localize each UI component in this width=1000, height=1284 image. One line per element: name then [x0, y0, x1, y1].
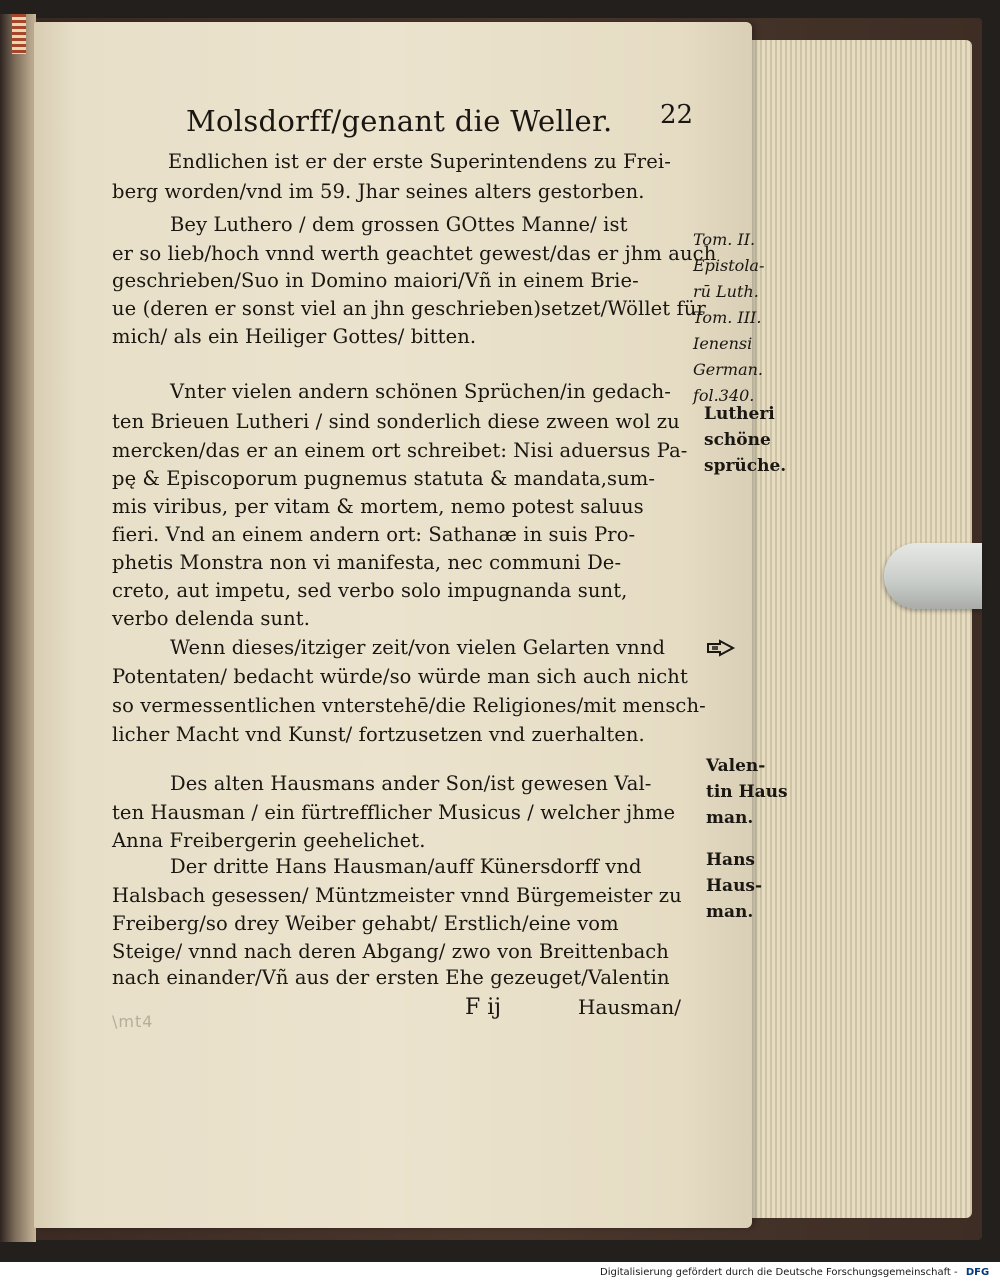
- body-line: licher Macht vnd Kunst/ fortzusetzen vnd zuerhalten.: [112, 723, 645, 746]
- margin-note-valentin: tin Haus: [706, 782, 788, 802]
- body-line: geschrieben/Suo in Domino maiori/Vñ in einem Brie-: [112, 269, 639, 292]
- body-line: Steige/ vnnd nach deren Abgang/ zwo von Breittenbach: [112, 940, 669, 963]
- running-title: Molsdorff/genant die Weller.: [186, 104, 613, 138]
- margin-note-tom: Epistola-: [693, 256, 765, 275]
- footer-credit-text: Digitalisierung gefördert durch die Deutsche Forschungsgemeinschaft -: [600, 1267, 958, 1278]
- margin-note-tom: Ienensi: [693, 334, 753, 353]
- body-line: Potentaten/ bedacht würde/so würde man sich auch nicht: [112, 665, 688, 688]
- margin-note-valentin: Valen-: [706, 756, 766, 776]
- body-line: mis viribus, per vitam & mortem, nemo potest saluus: [112, 495, 644, 518]
- margin-note-tom: fol.340.: [693, 386, 755, 405]
- body-line: ue (deren er sonst viel an jhn geschrieben)setzet/Wöllet für: [112, 297, 706, 320]
- body-line: phetis Monstra non vi manifesta, nec communi De-: [112, 551, 622, 574]
- body-line: ten Brieuen Lutheri / sind sonderlich diese zween wol zu: [112, 410, 680, 433]
- margin-note-hans: man.: [706, 902, 754, 922]
- bleed-through-text: \mt4: [112, 1012, 154, 1031]
- body-line: so vermessentlichen vnterstehē/die Religiones/mit mensch-: [112, 694, 706, 717]
- margin-note-hans: Hans: [706, 850, 756, 870]
- body-line: verbo delenda sunt.: [112, 607, 311, 630]
- margin-note-tom: Tom. II.: [693, 230, 756, 249]
- margin-note-lutheri: Lutheri: [704, 404, 775, 424]
- body-line: er so lieb/hoch vnnd werth geachtet gewest/das er jhm auch: [112, 242, 717, 265]
- margin-note-tom: Tom. III.: [693, 308, 762, 327]
- page-number: 22: [660, 100, 694, 130]
- body-line: Wenn dieses/itziger zeit/von vielen Gelarten vnnd: [170, 636, 666, 659]
- dfg-logo: DFG: [965, 1267, 990, 1278]
- margin-note-lutheri: schöne: [704, 430, 771, 450]
- margin-note-lutheri: sprüche.: [704, 456, 787, 476]
- book-spine: [0, 14, 36, 1242]
- margin-note-hans: Haus-: [706, 876, 763, 896]
- margin-note-valentin: man.: [706, 808, 754, 828]
- body-line: Anna Freibergerin geehelichet.: [112, 829, 426, 852]
- body-line: Der dritte Hans Hausman/auff Künersdorff vnd: [170, 855, 642, 878]
- body-line: Halsbach gesessen/ Müntzmeister vnnd Bürgemeister zu: [112, 884, 682, 907]
- footer-credit: [600, 1267, 991, 1278]
- page-stack-edge: [740, 40, 972, 1218]
- body-line: Freiberg/so drey Weiber gehabt/ Erstlich/eine vom: [112, 912, 619, 935]
- pointing-hand-icon: [706, 638, 736, 660]
- body-line: pę & Episcoporum pugnemus statuta & mandata,sum-: [112, 467, 656, 490]
- margin-note-tom: German.: [693, 360, 763, 379]
- body-line: mercken/das er an einem ort schreibet: Nisi aduersus Pa-: [112, 439, 688, 462]
- margin-note-tom: rū Luth.: [693, 282, 759, 301]
- body-line: fieri. Vnd an einem andern ort: Sathanæ in suis Pro-: [112, 523, 636, 546]
- page-clip: [884, 543, 982, 609]
- body-line: berg worden/vnd im 59. Jhar seines alters gestorben.: [112, 180, 645, 203]
- body-line: creto, aut impetu, sed verbo solo impugnanda sunt,: [112, 579, 628, 602]
- bookmark-ribbon: [12, 14, 26, 54]
- catchword: Hausman/: [578, 995, 682, 1019]
- body-line: Des alten Hausmans ander Son/ist gewesen Val-: [170, 772, 652, 795]
- body-line: nach einander/Vñ aus der ersten Ehe gezeuget/Valentin: [112, 966, 670, 989]
- body-line: mich/ als ein Heiliger Gottes/ bitten.: [112, 325, 477, 348]
- body-line: Vnter vielen andern schönen Sprüchen/in gedach-: [170, 380, 671, 403]
- body-line: ten Hausman / ein fürtrefflicher Musicus / welcher jhme: [112, 801, 676, 824]
- body-line: Endlichen ist er der erste Superintendens zu Frei-: [168, 150, 671, 173]
- signature-mark: F ij: [465, 995, 502, 1020]
- body-line: Bey Luthero / dem grossen GOttes Manne/ ist: [170, 213, 628, 236]
